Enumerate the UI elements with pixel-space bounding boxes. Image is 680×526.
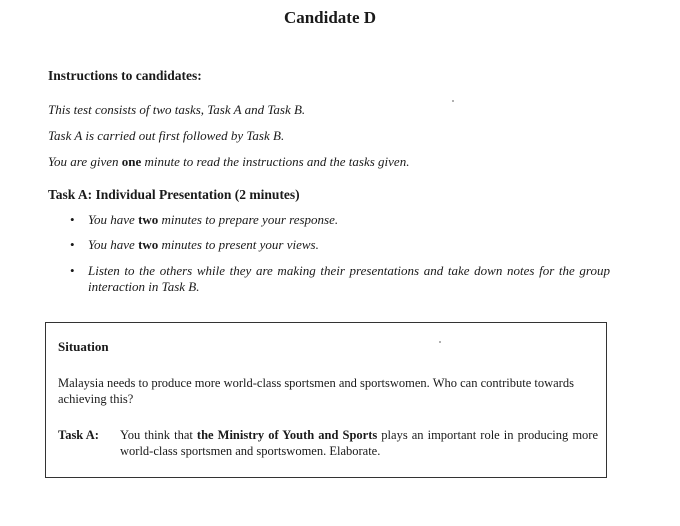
bullet-2-bold: two <box>138 237 159 252</box>
instruction-line-3 <box>48 154 409 170</box>
task-a-bullet-3 <box>70 263 610 295</box>
situation-heading: Situation <box>58 339 109 354</box>
instruction-line-3-pre: You are given <box>48 154 122 169</box>
bullet-1-post: minutes to prepare your response. <box>158 212 339 227</box>
bullet-2-post: minutes to present your views. <box>158 237 319 252</box>
task-a-bullet-2 <box>70 237 610 253</box>
task-a-bullet-1 <box>70 212 610 228</box>
instruction-line-2: Task A is carried out first followed by Task B. <box>48 128 285 143</box>
situation-task-label: Task A: <box>58 428 99 442</box>
scan-speck <box>452 100 454 102</box>
bullet-1-bold: two <box>138 212 159 227</box>
situation-box <box>45 322 607 478</box>
situation-task-bold: the Ministry of Youth and Sports <box>196 428 378 442</box>
instructions-heading: Instructions to candidates: <box>48 68 202 83</box>
task-a-heading: Task A: Individual Presentation (2 minutes) <box>48 187 300 202</box>
bullet-icon: • <box>70 263 75 278</box>
bullet-2-pre: You have <box>88 237 139 252</box>
instruction-line-3-bold: one <box>121 154 142 169</box>
bullet-icon: • <box>70 212 75 227</box>
scan-speck <box>439 341 441 343</box>
situation-task-pre: You think that <box>120 428 197 442</box>
instruction-line-1: This test consists of two tasks, Task A and Task B. <box>48 102 306 117</box>
page-title: Candidate D <box>283 8 377 27</box>
situation-task-a <box>58 427 598 459</box>
bullet-icon: • <box>70 237 75 252</box>
situation-text: Malaysia needs to produce more world-class sportsmen and sportswomen. Who can contribute towards achieving this? <box>58 376 574 406</box>
bullet-1-pre: You have <box>88 212 139 227</box>
bullet-3-text: Listen to the others while they are making their presentations and take down notes for the group interaction in Task B. <box>88 263 610 294</box>
instruction-line-3-post: minute to read the instructions and the tasks given. <box>141 154 410 169</box>
situation-task-post: plays an important role in producing more world-class sportsmen and sportswomen. Elaborate. <box>120 428 599 458</box>
